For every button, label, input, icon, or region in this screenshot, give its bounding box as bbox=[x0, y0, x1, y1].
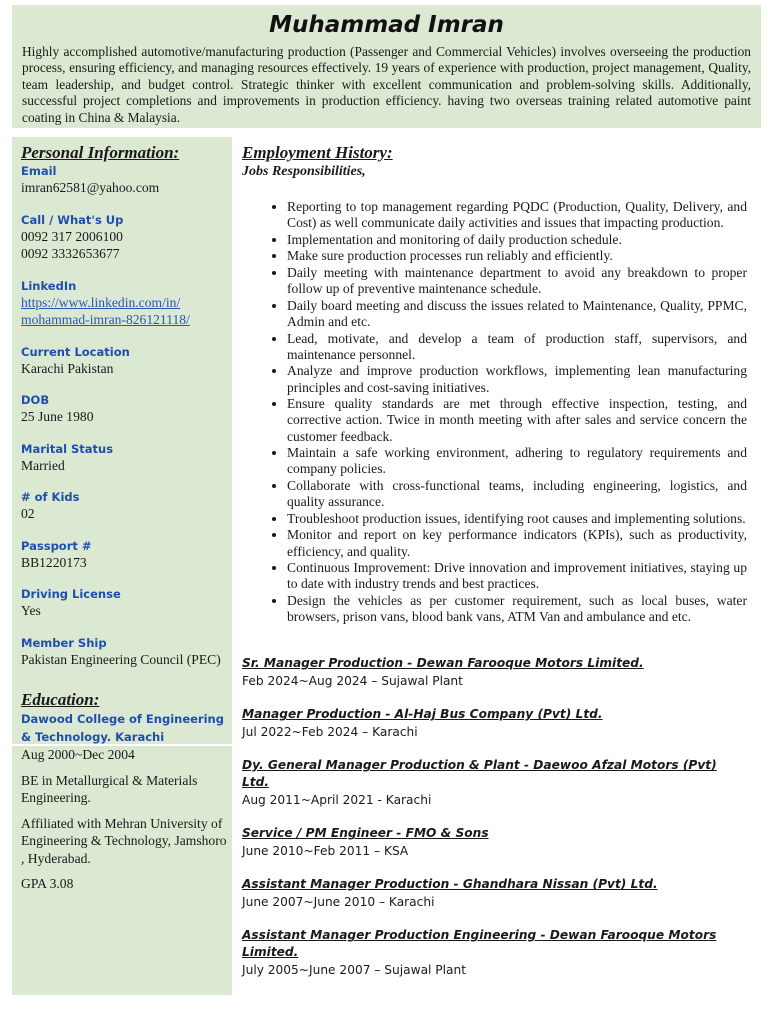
passport-value: BB1220173 bbox=[21, 554, 87, 570]
job-title: Sr. Manager Production - Dewan Farooque Motors Limited. bbox=[242, 656, 644, 671]
responsibility-item: • Maintain a safe working environment, adhering to regulatory requirements and company policies. bbox=[287, 445, 747, 477]
degree: BE in Metallurgical & Materials Engineering. bbox=[21, 772, 198, 805]
dob-label: DOB bbox=[21, 393, 50, 407]
job-history bbox=[242, 655, 747, 979]
responsibility-item: • Collaborate with cross-functional teams, including engineering, logistics, and quality assurance. bbox=[287, 478, 747, 510]
left-sidebar bbox=[12, 137, 232, 995]
job-period-location: June 2007~June 2010 – Karachi bbox=[242, 895, 435, 910]
phone-primary: 0092 317 2006100 bbox=[21, 228, 123, 244]
phone-label: Call / What's Up bbox=[21, 212, 124, 227]
responsibility-item: • Analyze and improve production workflows, implementing lean manufacturing principles and cost-saving initiatives. bbox=[287, 363, 747, 395]
responsibility-item: • Implementation and monitoring of daily production schedule. bbox=[287, 232, 747, 248]
linkedin-link-line2[interactable]: mohammad-imran-826121118/ bbox=[21, 312, 190, 327]
kids-value: 02 bbox=[21, 506, 35, 521]
phone-secondary: 0092 3332653677 bbox=[21, 246, 120, 261]
responsibility-item: • Daily board meeting and discuss the issues related to Maintenance, Quality, PPMC, Admin and etc. bbox=[287, 298, 747, 330]
location-label: Current Location bbox=[21, 344, 130, 359]
linkedin-label: LinkedIn bbox=[21, 278, 77, 293]
job-period-location: Aug 2011~April 2021 - Karachi bbox=[242, 793, 432, 808]
marital-label: Marital Status bbox=[21, 441, 114, 456]
responsibility-item: • Make sure production processes run reliably and efficiently. bbox=[287, 248, 747, 264]
job-entry bbox=[242, 757, 747, 809]
marital-value: Married bbox=[21, 457, 65, 473]
responsibility-item: • Daily meeting with maintenance department to avoid any breakdown to proper follow up of preventive maintenance schedule. bbox=[287, 265, 747, 297]
job-title: Dy. General Manager Production & Plant - Daewoo Afzal Motors (Pvt) Ltd. bbox=[242, 758, 717, 790]
affiliation: Affiliated with Mehran University of Engineering & Technology, Jamshoro , Hyderabad. bbox=[21, 815, 227, 866]
job-entry bbox=[242, 706, 747, 741]
professional-summary: Highly accomplished automotive/manufacturing production (Passenger and Commercial Vehicles) involves overseeing the production process, ensuring efficiency, and managing resources effectively. 19 years of experience with production, project management, Quality, team leadership, and budget control. Strategic thinker with excellent communication and problem-solving skills. Additionally, successful project completions and improvements in production efficiency. having two overseas training related automotive paint coating in China & Malaysia. bbox=[22, 44, 751, 125]
employment-heading: Employment History: bbox=[242, 143, 393, 162]
resume-header bbox=[12, 5, 761, 128]
job-title: Assistant Manager Production - Ghandhara Nissan (Pvt) Ltd. bbox=[242, 877, 658, 892]
responsibility-item: • Design the vehicles as per customer requirement, such as local buses, water browsers, prison vans, blood bank vans, ATM Van and ambulance and etc. bbox=[287, 593, 747, 625]
license-label: Driving License bbox=[21, 587, 121, 601]
job-title: Service / PM Engineer - FMO & Sons bbox=[242, 826, 489, 841]
job-entry bbox=[242, 876, 747, 911]
college-name: Dawood College of Engineering & Technology. Karachi bbox=[21, 712, 224, 744]
personal-info-heading: Personal Information: bbox=[21, 143, 180, 162]
passport-label: Passport # bbox=[21, 538, 92, 553]
gpa: GPA 3.08 bbox=[21, 876, 74, 891]
job-period-location: July 2005~June 2007 – Sujawal Plant bbox=[242, 963, 467, 978]
responsibilities-list bbox=[242, 199, 747, 625]
email-label: Email bbox=[21, 164, 57, 178]
job-entry bbox=[242, 825, 747, 860]
linkedin-link[interactable] bbox=[21, 294, 232, 329]
linkedin-link-line1[interactable]: https://www.linkedin.com/in/ bbox=[21, 294, 181, 310]
responsibility-item: • Ensure quality standards are met through effective inspection, testing, and corrective action. Twice in month meeting with after sales and service concern the customer feedback. bbox=[287, 396, 747, 445]
job-entry bbox=[242, 655, 747, 690]
email-value[interactable]: imran62581@yahoo.com bbox=[21, 180, 160, 195]
candidate-name: Muhammad Imran bbox=[269, 12, 504, 38]
responsibility-item: • Continuous Improvement: Drive innovation and improvement initiatives, staying up to date with industry trends and best practices. bbox=[287, 560, 747, 592]
responsibility-item: • Reporting to top management regarding PQDC (Production, Quality, Delivery, and Cost) as well communicate daily activities and issues that impacting production. bbox=[287, 199, 747, 231]
responsibility-item: • Monitor and report on key performance indicators (KPIs), such as productivity, efficiency, and quality. bbox=[287, 527, 747, 559]
dob-value: 25 June 1980 bbox=[21, 409, 94, 424]
membership-label: Member Ship bbox=[21, 635, 107, 650]
job-period-location: Jul 2022~Feb 2024 – Karachi bbox=[242, 725, 418, 740]
kids-label: # of Kids bbox=[21, 490, 80, 504]
education-heading: Education: bbox=[21, 690, 100, 709]
job-entry bbox=[242, 927, 747, 979]
job-period-location: June 2010~Feb 2011 – KSA bbox=[242, 844, 409, 859]
membership-value: Pakistan Engineering Council (PEC) bbox=[21, 651, 221, 667]
location-value: Karachi Pakistan bbox=[21, 360, 114, 376]
job-title: Assistant Manager Production Engineering - Dewan Farooque Motors Limited. bbox=[242, 928, 717, 960]
education-period: Aug 2000~Dec 2004 bbox=[21, 747, 135, 762]
job-period-location: Feb 2024~Aug 2024 – Sujawal Plant bbox=[242, 674, 463, 689]
sidebar-divider bbox=[12, 744, 232, 746]
employment-section bbox=[242, 143, 747, 995]
job-title: Manager Production - Al-Haj Bus Company (Pvt) Ltd. bbox=[242, 707, 603, 722]
license-value: Yes bbox=[21, 603, 41, 618]
responsibility-item: • Troubleshoot production issues, identifying root causes and implementing solutions. bbox=[287, 511, 747, 527]
responsibility-item: • Lead, motivate, and develop a team of production staff, supervisors, and maintenance personnel. bbox=[287, 331, 747, 363]
responsibilities-subtitle: Jobs Responsibilities, bbox=[242, 164, 366, 179]
